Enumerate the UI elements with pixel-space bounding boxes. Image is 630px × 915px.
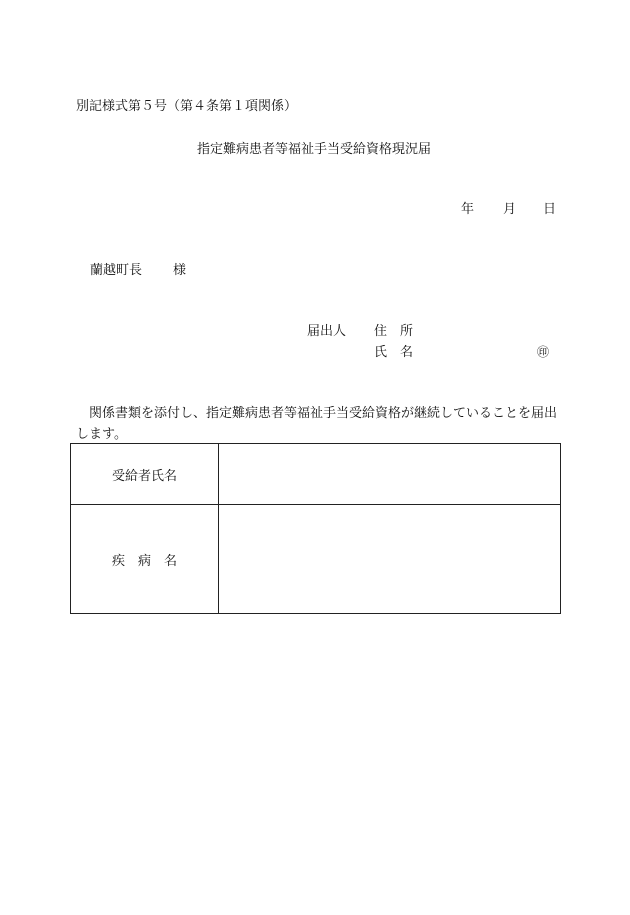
recipient-name-label: 受給者氏名 — [71, 444, 219, 505]
disease-name-label: 疾 病 名 — [71, 505, 219, 614]
disease-name-field[interactable] — [219, 505, 561, 614]
recipient-info-table — [70, 443, 561, 614]
table-row-recipient — [71, 444, 561, 505]
date-year-label: 年 — [461, 202, 475, 217]
addressee-honorific: 様 — [173, 263, 187, 278]
form-number: 別記様式第５号（第４条第１項関係） — [76, 99, 298, 114]
declaration-text: 関係書類を添付し、指定難病患者等福祉手当受給資格が継続していることを届出します。 — [76, 406, 558, 442]
seal-mark: ㊞ — [537, 345, 550, 359]
document-title: 指定難病患者等福祉手当受給資格現況届 — [197, 142, 432, 157]
date-month-label: 月 — [503, 202, 517, 217]
recipient-name-field[interactable] — [219, 444, 561, 505]
table-row-disease — [71, 505, 561, 614]
address-label: 住 所 — [374, 324, 414, 339]
date-day-label: 日 — [543, 202, 557, 217]
notifier-label: 届出人 — [307, 324, 347, 339]
name-label: 氏 名 — [374, 345, 414, 360]
addressee-name: 蘭越町長 — [90, 263, 143, 278]
